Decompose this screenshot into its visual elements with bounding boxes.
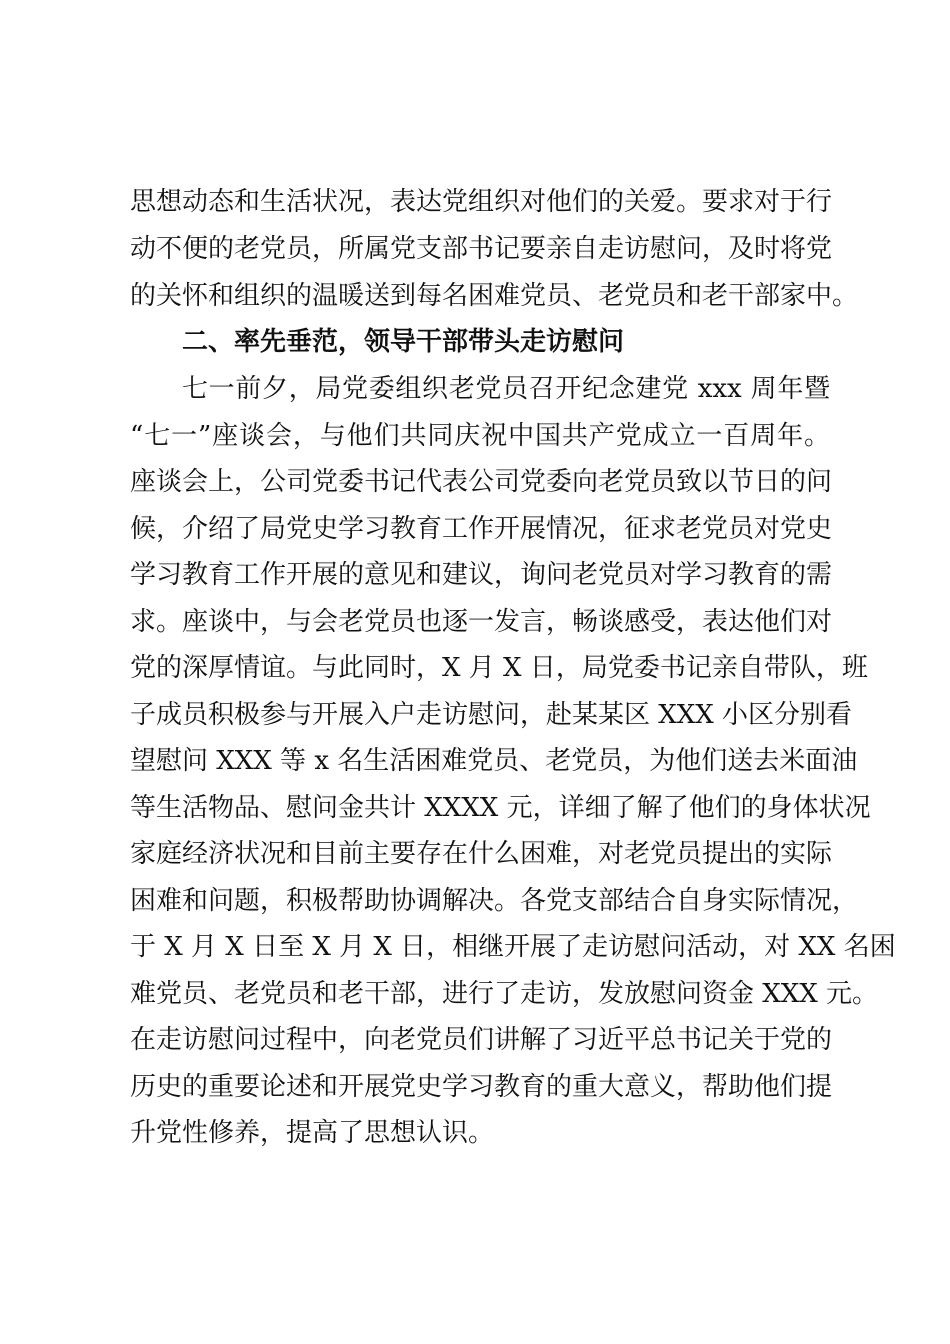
paragraph-line: 望慰问 XXX 等 x 名生活困难党员、老党员，为他们送去米面油 <box>130 746 858 776</box>
paragraph-line: 等生活物品、慰问金共计 XXXX 元，详细了解了他们的身体状况 <box>130 793 871 823</box>
paragraph-line: 子成员积极参与开展入户走访慰问，赴某某区 XXX 小区分别看 <box>130 700 853 730</box>
paragraph-line: 难党员、老党员和老干部，进行了走访，发放慰问资金 XXX 元。 <box>130 979 879 1009</box>
section-heading: 二、率先垂范，领导干部带头走访慰问 <box>182 327 625 357</box>
paragraph-line: 党的深厚情谊。与此同时，X 月 X 日，局党委书记亲自带队，班 <box>130 653 868 683</box>
paragraph-line: 求。座谈中，与会老党员也逐一发言，畅谈感受，表达他们对 <box>130 607 833 637</box>
paragraph-line: 动不便的老党员，所属党支部书记要亲自走访慰问，及时将党 <box>130 234 833 264</box>
paragraph-line: 困难和问题，积极帮助协调解决。各党支部结合自身实际情况， <box>130 886 859 916</box>
paragraph-line: 候，介绍了局党史学习教育工作开展情况，征求老党员对党史 <box>130 514 833 544</box>
paragraph-line: 座谈会上，公司党委书记代表公司党委向老党员致以节日的问 <box>130 467 833 497</box>
paragraph-line: 于 X 月 X 日至 X 月 X 日，相继开展了走访慰问活动，对 XX 名困 <box>130 932 896 962</box>
paragraph-line: 七一前夕，局党委组织老党员召开纪念建党 xxx 周年暨 <box>182 374 830 404</box>
paragraph-line: 升党性修养，提高了思想认识。 <box>130 1118 495 1148</box>
paragraph-line: “七一”座谈会，与他们共同庆祝中国共产党成立一百周年。 <box>130 421 830 451</box>
paragraph-line: 历史的重要论述和开展党史学习教育的重大意义，帮助他们提 <box>130 1072 833 1102</box>
paragraph-line: 家庭经济状况和目前主要存在什么困难，对老党员提出的实际 <box>130 839 833 869</box>
paragraph-line: 在走访慰问过程中，向老党员们讲解了习近平总书记关于党的 <box>130 1025 833 1055</box>
paragraph-line: 的关怀和组织的温暖送到每名困难党员、老党员和老干部家中。 <box>130 281 859 311</box>
paragraph-line: 思想动态和生活状况，表达党组织对他们的关爱。要求对于行 <box>130 187 833 217</box>
paragraph-line: 学习教育工作开展的意见和建议，询问老党员对学习教育的需 <box>130 560 833 590</box>
